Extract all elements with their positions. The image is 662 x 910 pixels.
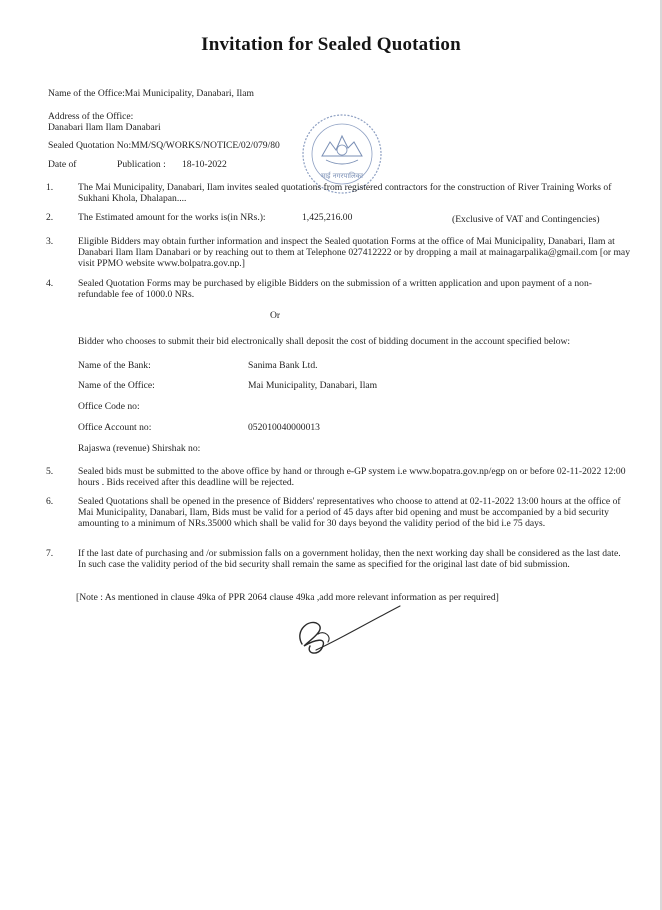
item-text: Eligible Bidders may obtain further information and inspect the Sealed quotation Forms at the office of Mai Municipality, Danabari, Ilam at Danabari Ilam Ilam Danabari or by reaching out to them at Telephone 027412222 or by dropping a mail at mainagarpalika@gmail.com [or may visit PPMO website www.bolpatra.gov.np.]: [78, 236, 630, 269]
amount-note: (Exclusive of VAT and Contingencies): [452, 214, 600, 225]
address-label: Address of the Office:: [48, 111, 134, 122]
item-text: The Estimated amount for the works is(in NRs.):: [78, 212, 266, 223]
publication-label: Publication :: [117, 159, 166, 170]
item-text: If the last date of purchasing and /or submission falls on a government holiday, then the next working day shall be considered as the last date. In such case the validity period of the bid security shall remain the same as specified for the original last date of bid submission.: [78, 548, 621, 570]
signature: [288, 600, 408, 662]
item-text: Sealed Quotation Forms may be purchased by eligible Bidders on the submission of a written application and upon payment of a non-refundable fee of 1000.0 NRs.: [78, 278, 592, 300]
item-text: The Mai Municipality, Danabari, Ilam invites sealed quotations from registered contractors for the construction of River Training Works of Sukhani Khola, Dhalapan....: [78, 182, 612, 204]
electronic-bid-text: Bidder who chooses to submit their bid electronically shall deposit the cost of bidding document in the account specified below:: [78, 336, 571, 347]
document-title: Invitation for Sealed Quotation: [201, 34, 461, 55]
date-of-label: Date of: [48, 159, 77, 170]
office-code-label: Office Code no:: [78, 401, 140, 412]
bank-office-value: Mai Municipality, Danabari, Ilam: [248, 380, 378, 391]
quotation-number: Sealed Quotation No:MM/SQ/WORKS/NOTICE/02/079/80: [48, 140, 280, 151]
seal-text: माई नगरपालिका: [321, 172, 363, 180]
publication-date: 18-10-2022: [182, 159, 227, 170]
item-number: 3.: [46, 236, 54, 247]
item-number: 5.: [46, 466, 54, 477]
office-account-label: Office Account no:: [78, 422, 152, 433]
bank-name-value: Sanima Bank Ltd.: [248, 360, 318, 371]
office-account-value: 052010040000013: [248, 422, 320, 433]
rajaswa-label: Rajaswa (revenue) Shirshak no:: [78, 443, 201, 454]
item-number: 7.: [46, 548, 54, 559]
item-number: 4.: [46, 278, 54, 289]
item-number: 6.: [46, 496, 54, 507]
item-text: Sealed bids must be submitted to the above office by hand or through e-GP system i.e www.bopatra.gov.np/egp on or before 02-11-2022 12:00 hours . Bids received after this deadline will be rejected.: [78, 466, 626, 488]
item-text: Sealed Quotations shall be opened in the presence of Bidders' representatives who choose to attend at 02-11-2022 13:00 hours at the office of Mai Municipality, Danabari, Ilam, Bids must be valid for a period of 45 days after bid opening and must be accompanied by a bid security amounting to a minimum of NRs.35000 which shall be valid for 30 days beyond the validity period of the bid i.e 75 days.: [78, 496, 621, 529]
estimated-amount: 1,425,216.00: [302, 212, 353, 223]
or-separator: Or: [270, 310, 281, 321]
item-number: 2.: [46, 212, 54, 223]
item-number: 1.: [46, 182, 54, 193]
office-name-line: Name of the Office:Mai Municipality, Danabari, Ilam: [48, 88, 254, 99]
footnote: [Note : As mentioned in clause 49ka of PPR 2064 clause 49ka ,add more relevant information as per required]: [76, 592, 499, 603]
address-value: Danabari Ilam Ilam Danabari: [48, 122, 161, 133]
bank-name-label: Name of the Bank:: [78, 360, 151, 371]
bank-office-label: Name of the Office:: [78, 380, 155, 391]
